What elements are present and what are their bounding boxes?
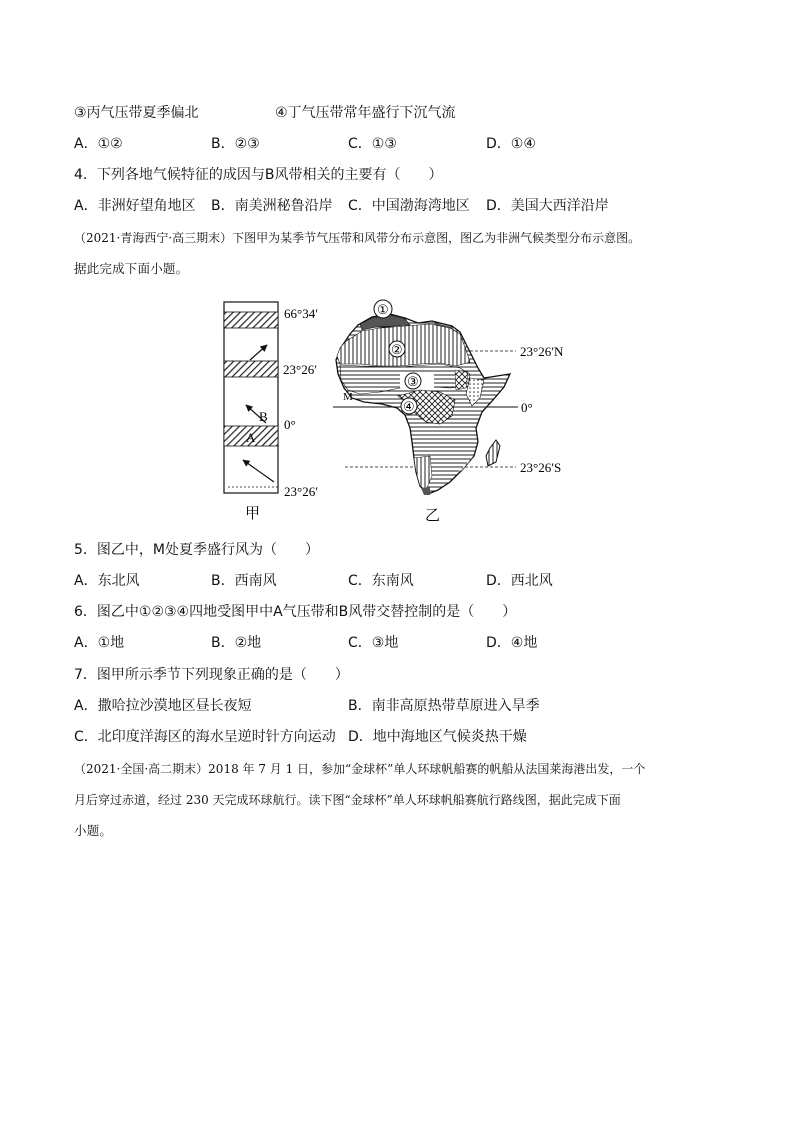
q4-stem: 4．下列各地气候特征的成因与B风带相关的主要有（ ）: [74, 167, 443, 183]
belt-polar-high: [224, 312, 278, 328]
madagascar: [486, 440, 500, 466]
label-a: A: [246, 430, 256, 445]
q5-option-b: B．西南风: [211, 573, 277, 589]
label-m: M: [343, 391, 353, 403]
q6-option-c: C．③地: [348, 635, 399, 651]
label-region-3: ③: [407, 374, 419, 389]
lat-23-26-n-right: 23°26′N: [520, 344, 564, 359]
source-intro-line-1: （2021·青海西宁·高三期末）下图甲为某季节气压带和风带分布示意图，图乙为非洲气候类型分布示意图。: [74, 231, 641, 245]
q6-option-b: B．②地: [211, 635, 262, 651]
caption-yi: 乙: [425, 508, 441, 524]
lat-0-right: 0°: [521, 400, 533, 415]
source-intro-line-2: 据此完成下面小题。: [74, 261, 189, 276]
source-intro2-line-1: （2021·全国·高二期末）2018 年 7 月 1 日，参加“金球杯”单人环球帆船赛的帆船从法国莱海港出发，一个: [74, 762, 646, 776]
lat-23-26-n: 23°26′: [283, 362, 318, 377]
label-region-1: ①: [377, 302, 389, 317]
belt-subtropical-high: [224, 361, 278, 377]
lat-0: 0°: [284, 417, 296, 432]
figure-jia: [224, 302, 318, 522]
q7-option-c: C．北印度洋海区的海水呈逆时针方向运动: [74, 729, 336, 745]
q5-option-a: A．东北风: [74, 573, 140, 589]
q4-option-b: B．南美洲秘鲁沿岸: [211, 198, 333, 214]
label-region-4: ④: [403, 399, 415, 414]
q5-option-c: C．东南风: [348, 573, 414, 589]
climate-figure: [0, 290, 794, 530]
q7-option-b: B．南非高原热带草原进入旱季: [348, 698, 540, 714]
q7-option-d: D．地中海地区气候炎热干燥: [348, 729, 527, 745]
q5-option-d: D．西北风: [486, 573, 553, 589]
q3-option-c: C．①③: [348, 136, 397, 152]
q7-stem: 7．图甲所示季节下列现象正确的是（ ）: [74, 667, 349, 683]
source-intro2-line-3: 小题。: [74, 823, 113, 838]
q3-option-a: A．①②: [74, 136, 123, 152]
q6-option-d: D．④地: [486, 635, 538, 651]
q3-option-d: D．①④: [486, 136, 536, 152]
caption-jia: 甲: [245, 506, 261, 522]
source-intro2-line-2: 月后穿过赤道，经过 230 天完成环球航行。读下图“金球杯”单人环球帆船赛航行路线图，据此完成下面: [74, 793, 621, 807]
q3-item-4: ④丁气压带常年盛行下沉气流: [275, 105, 456, 121]
q4-option-c: C．中国渤海湾地区: [348, 198, 470, 214]
figure-yi: [333, 300, 564, 524]
q4-option-d: D．美国大西洋沿岸: [486, 198, 609, 214]
label-b: B: [259, 409, 268, 424]
q6-stem: 6．图乙中①②③④四地受图甲中A气压带和B风带交替控制的是（ ）: [74, 604, 517, 620]
q3-option-b: B．②③: [211, 136, 260, 152]
lat-23-26-s: 23°26′: [284, 484, 319, 499]
lat-23-26-s-right: 23°26′S: [520, 460, 562, 475]
q4-option-a: A．非洲好望角地区: [74, 198, 196, 214]
q5-stem: 5．图乙中，M处夏季盛行风为（ ）: [74, 542, 319, 558]
label-region-2: ②: [391, 342, 403, 357]
q6-option-a: A．①地: [74, 635, 125, 651]
q7-option-a: A．撒哈拉沙漠地区昼长夜短: [74, 698, 252, 714]
lat-66-34: 66°34′: [284, 306, 319, 321]
q3-item-3: ③丙气压带夏季偏北: [74, 105, 199, 121]
